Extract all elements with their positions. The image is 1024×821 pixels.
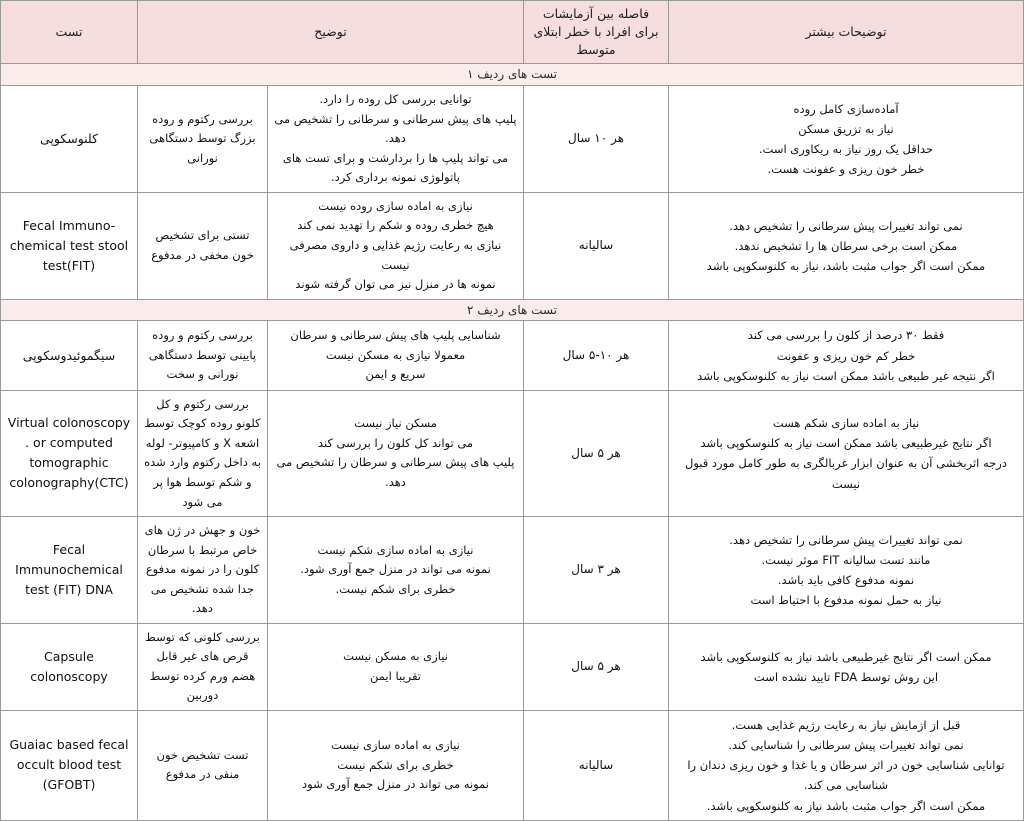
- more-detail-line: نیاز به تزریق مسکن: [798, 121, 894, 136]
- cell-test-name: Capsule colonoscopy: [1, 623, 138, 710]
- table-row: [1, 192, 1024, 299]
- cell-more-details: [669, 86, 1024, 193]
- more-detail-line: اگر نتایج غیرطبیعی باشد ممکن است نیاز به کلنوسکوپی باشد: [700, 436, 992, 451]
- cell-description: بررسی رکتوم و روده بزرگ توسط دستگاهی نورانی: [138, 86, 268, 193]
- cell-interval: هر ۳ سال: [524, 517, 669, 624]
- description-line: سریع و ایمن: [365, 367, 426, 382]
- cell-interval: هر ۱۰-۵ سال: [524, 321, 669, 390]
- description-line: شناسایی پلیپ های پیش سرطانی و سرطان: [290, 328, 501, 343]
- description-line: نمونه ها در منزل نیز می توان گرفته شوند: [295, 277, 496, 292]
- section-title: تست های ردیف ۲: [1, 299, 1024, 321]
- description-line: پلیپ های پیش سرطانی و سرطانی را تشخیص می دهد.: [270, 111, 517, 146]
- cell-interval: هر ۵ سال: [524, 390, 669, 516]
- description-line: نیازی به مسکن نیست: [343, 649, 448, 664]
- more-detail-line: قبل از ازمایش نیاز به رعایت رژیم غذایی هست.: [731, 718, 961, 733]
- table-row: [1, 623, 1024, 710]
- section-header-row: [1, 64, 1024, 86]
- more-detail-line: فقط ۳۰ درصد از کلون را بررسی می کند: [747, 328, 945, 343]
- description-line: نیازی به اماده سازی نیست: [331, 738, 460, 752]
- section-title: تست های ردیف ۱: [1, 64, 1024, 86]
- more-detail-line: این روش توسط FDA تایید نشده است: [753, 669, 939, 684]
- more-detail-line: نیاز به اماده سازی شکم هست: [772, 416, 920, 431]
- more-detail-line: ممکن است اگر نتایج غیرطبیعی باشد نیاز به کلنوسکوپی باشد: [700, 649, 992, 664]
- cell-description-details: [268, 390, 524, 516]
- more-detail-line: مانند تست سالیانه FIT موثر نیست.: [761, 552, 931, 567]
- cell-more-details: [669, 192, 1024, 299]
- cell-description-details: [268, 86, 524, 193]
- table-row: [1, 517, 1024, 624]
- description-line: تقریبا ایمن: [370, 668, 421, 683]
- description-line: خطری برای شکم نیست.: [335, 581, 456, 596]
- cell-test-name: Fecal Immuno-chemical test stool test(FIT): [1, 192, 138, 299]
- more-detail-line: حداقل یک روز نیاز به ریکاوری است.: [758, 142, 934, 157]
- column-header-description: توضیح: [138, 1, 524, 64]
- cell-more-details: [669, 321, 1024, 390]
- more-detail-line: ممکن است اگر جواب مثبت باشد، نیاز به کلنوسکوپی باشد: [706, 258, 986, 273]
- description-line: نیازی به رعایت رژیم غذایی و داروی مصرفی نیست: [286, 238, 502, 272]
- description-line: نمونه می تواند در منزل جمع آوری شود.: [300, 562, 491, 577]
- cell-description-details: [268, 623, 524, 710]
- more-detail-line: نمی تواند تغییرات پیش سرطانی را شناسایی کند.: [728, 738, 964, 753]
- cell-interval: سالیانه: [524, 711, 669, 821]
- table-header: [1, 1, 1024, 64]
- cell-description: بررسی رکتوم و کل کلونو روده کوچک توسط اشعه X و کامپیوتر- لوله به داخل رکتوم وارد شده و شکم توسط هوا پر می شود: [138, 390, 268, 516]
- table-row: [1, 321, 1024, 390]
- more-detail-line: خطر خون ریزی و عفونت هست.: [767, 162, 925, 177]
- cell-description-details: [268, 711, 524, 821]
- cell-more-details: [669, 517, 1024, 624]
- cell-description: بررسی رکتوم و روده پایینی توسط دستگاهی نورانی و سخت: [138, 321, 268, 390]
- cell-interval: هر ۵ سال: [524, 623, 669, 710]
- more-detail-line: درجه اثربخشی آن به عنوان ابزار غربالگری به طور کامل مورد قبول نیست: [681, 456, 1007, 491]
- table-row: [1, 711, 1024, 821]
- description-line: پلیپ های پیش سرطانی و سرطان را تشخیص می دهد.: [272, 455, 515, 489]
- cell-test-name: سیگموئیدوسکوپی: [1, 321, 138, 390]
- cell-description: بررسی کلونی که توسط قرص های غیر قابل هضم ورم کرده توسط دوربین: [138, 623, 268, 710]
- cell-description-details: [268, 192, 524, 299]
- cell-test-name: Fecal Immunochemical test (FIT) DNA: [1, 517, 138, 624]
- description-line: توانایی بررسی کل روده را دارد.: [319, 92, 472, 107]
- more-detail-line: توانایی شناسایی خون در اثر سرطان و یا غذا و خون ریزی دندان را شناسایی می کند.: [683, 758, 1005, 793]
- cell-description: تست تشخیص خون منفی در مدفوع: [138, 711, 268, 821]
- description-line: نیازی به اماده سازی روده نیست: [318, 198, 473, 213]
- description-line: نمونه می تواند در منزل جمع آوری شود: [302, 777, 489, 792]
- more-detail-line: نمی تواند تغییرات پیش سرطانی را تشخیص دهد.: [729, 218, 963, 233]
- cell-description: تستی برای تشخیص خون مخفی در مدفوع: [138, 192, 268, 299]
- cell-description-details: [268, 517, 524, 624]
- table-body: [1, 64, 1024, 820]
- description-line: مسکن نیاز نیست: [354, 416, 437, 431]
- description-line: نیازی به اماده سازی شکم نیست: [317, 542, 474, 557]
- cell-more-details: [669, 711, 1024, 821]
- cell-interval: سالیانه: [524, 192, 669, 299]
- more-detail-line: نمی تواند تغییرات پیش سرطانی را تشخیص دهد.: [729, 532, 963, 547]
- cell-description: خون و جهش در ژن های خاص مرتبط با سرطان کلون را در نمونه مدفوع جدا شده تشخیص می دهد.: [138, 517, 268, 624]
- cell-more-details: [669, 390, 1024, 516]
- description-line: معمولا نیازی به مسکن نیست: [325, 347, 466, 362]
- cell-more-details: [669, 623, 1024, 710]
- column-header-interval: فاصله بین آزمایشات برای افراد با خطر ابتلای متوسط: [524, 1, 669, 64]
- table-header-row: [1, 1, 1024, 64]
- more-detail-line: ممکن است اگر جواب مثبت باشد نیاز به کلنوسکوپی باشد.: [706, 798, 986, 813]
- section-header-row: [1, 299, 1024, 321]
- description-line: خطری برای شکم نیست: [337, 757, 454, 772]
- description-line: می تواند پلیپ ها را بردارشت و برای تست های پاتولوژی نمونه برداری کرد.: [279, 150, 509, 185]
- cell-interval: هر ۱۰ سال: [524, 86, 669, 193]
- cell-description-details: [268, 321, 524, 390]
- column-header-test: تست: [1, 1, 138, 64]
- cell-test-name: Guaiac based fecal occult blood test (GFOBT): [1, 711, 138, 821]
- table-row: [1, 86, 1024, 193]
- more-detail-line: نیاز به حمل نمونه مدفوع با احتیاط است: [750, 593, 942, 608]
- column-header-more-details: توضیحات بیشتر: [669, 1, 1024, 64]
- more-detail-line: اگر نتیجه غیر طبیعی باشد ممکن است نیاز به کلنوسکوپی باشد: [697, 368, 995, 383]
- table-row: [1, 390, 1024, 516]
- cell-test-name: کلنوسکوپی: [1, 86, 138, 193]
- description-line: هیچ خطری روده و شکم را تهدید نمی کند: [297, 218, 494, 233]
- description-line: می تواند کل کلون را بررسی کند: [317, 435, 474, 450]
- more-detail-line: ممکن است برخی سرطان ها را تشخیص ندهد.: [734, 238, 958, 253]
- more-detail-line: خطر کم خون ریزی و عفونت: [776, 348, 916, 363]
- more-detail-line: نمونه مدفوع کافی باید باشد.: [777, 572, 915, 587]
- more-detail-line: آماده‌سازی کامل روده: [793, 101, 899, 116]
- cell-test-name: Virtual colonoscopy . or computed tomographic colonography(CTC): [1, 390, 138, 516]
